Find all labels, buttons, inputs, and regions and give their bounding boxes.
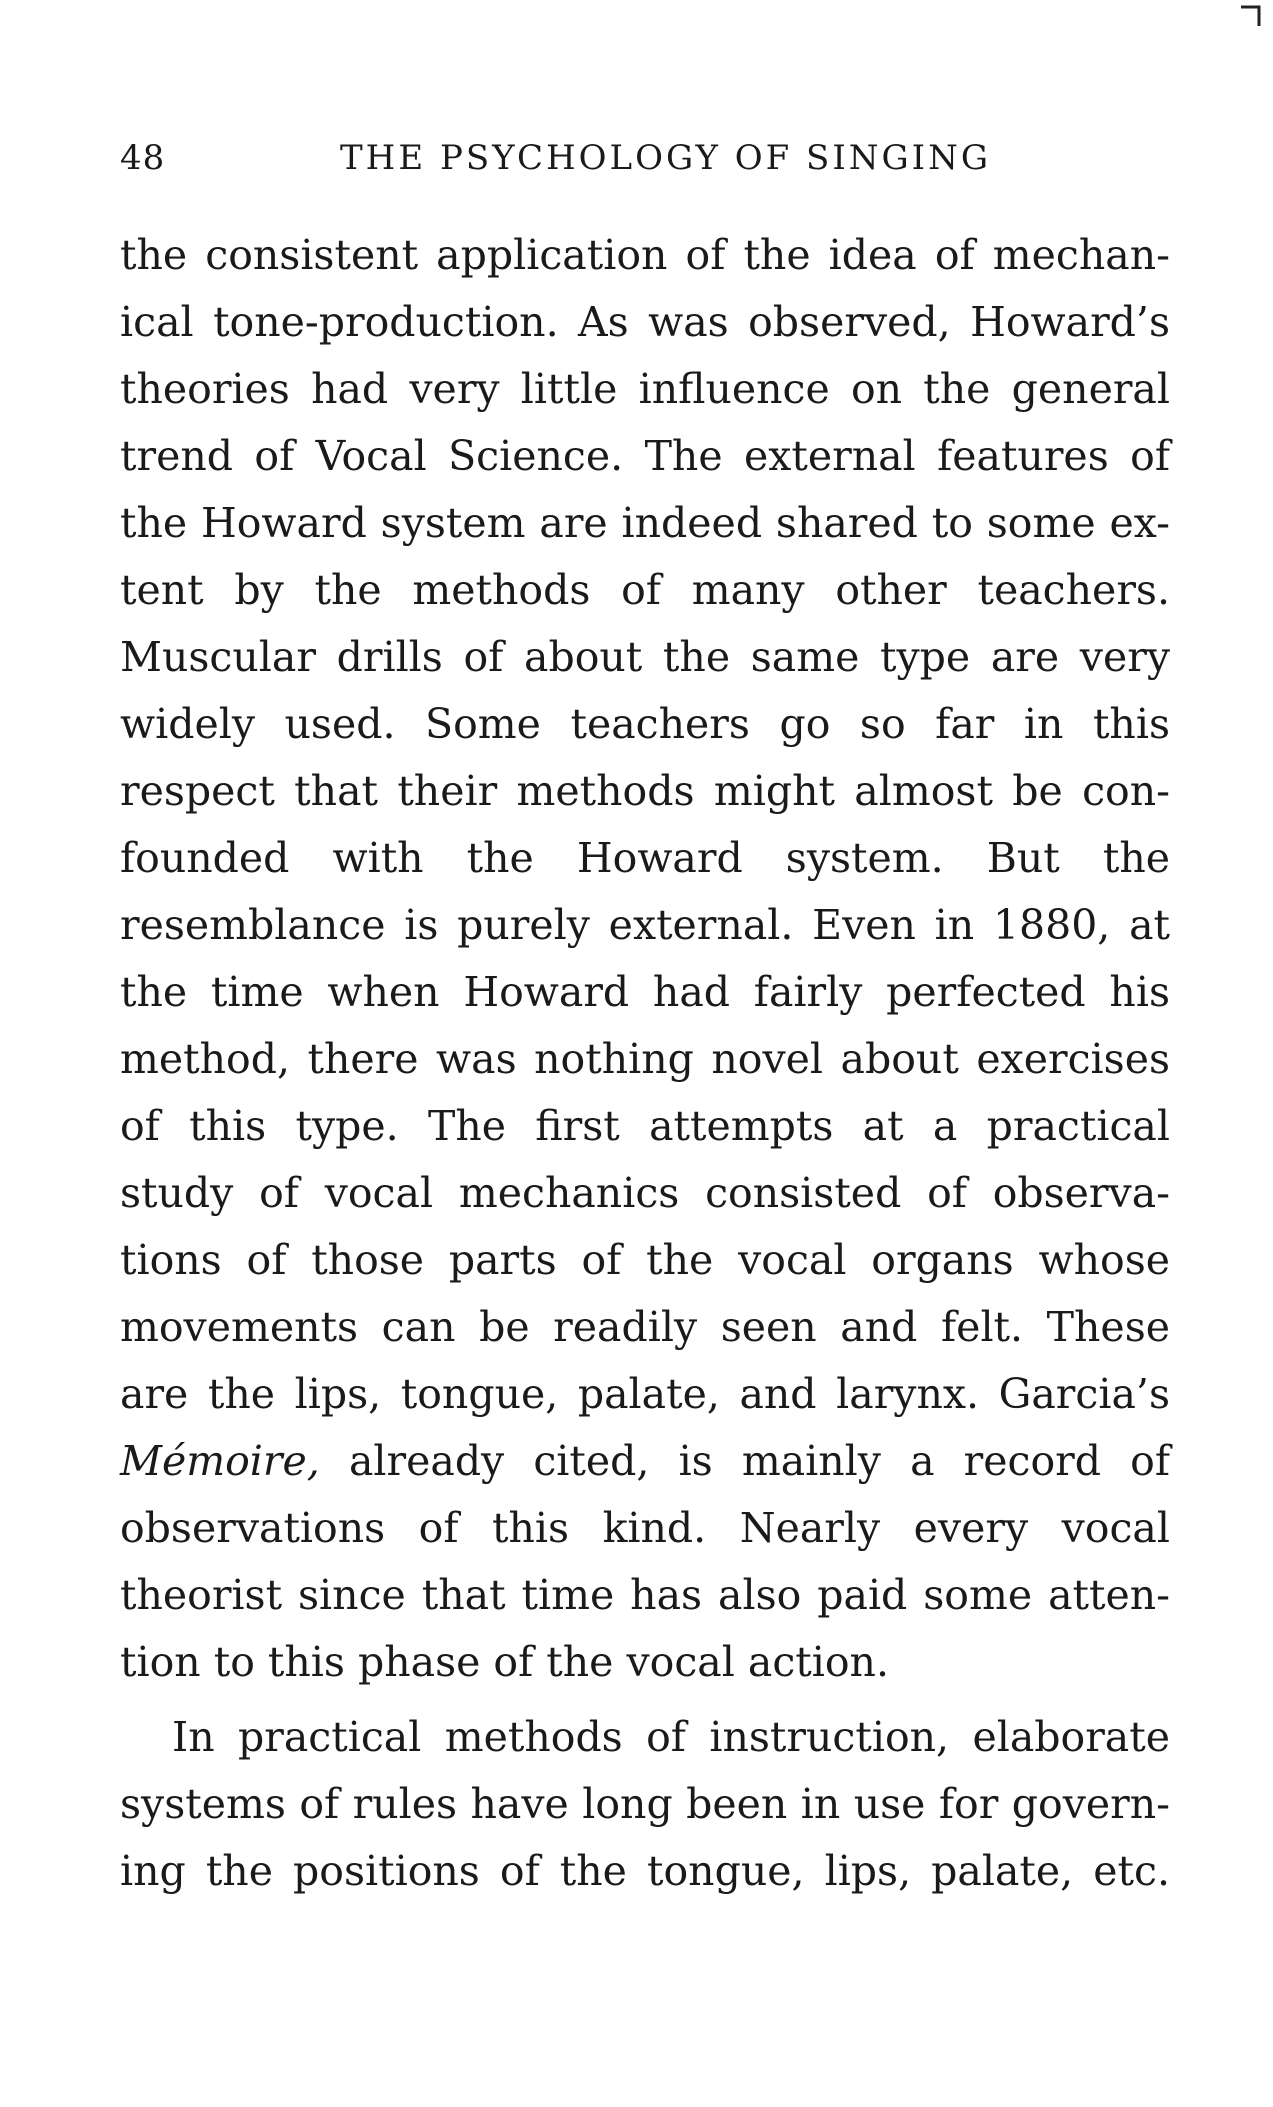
text-line: method, there was nothing novel about exercises — [120, 1035, 1170, 1083]
text-line: Muscular drills of about the same type are very — [120, 633, 1170, 681]
text-line: the Howard system are indeed shared to some ex- — [120, 499, 1170, 547]
text-line: tent by the methods of many other teachers. — [120, 566, 1170, 614]
memoire-title: Mémoire, — [120, 1437, 320, 1485]
corner-mark-icon — [1239, 4, 1265, 30]
text-line: founded with the Howard system. But the — [120, 834, 1170, 882]
paragraph-2 — [120, 1704, 1170, 1905]
text-line: the time when Howard had fairly perfected his — [120, 968, 1170, 1016]
running-head — [120, 138, 1170, 188]
page-number: 48 — [120, 138, 166, 178]
text-line: tions of those parts of the vocal organs whose — [120, 1236, 1170, 1284]
text-line: trend of Vocal Science. The external features of — [120, 432, 1170, 480]
running-title: THE PSYCHOLOGY OF SINGING — [340, 138, 992, 178]
text-line: In practical methods of instruction, elaborate — [172, 1713, 1170, 1761]
text-line: ical tone-production. As was observed, Howard’s — [120, 298, 1170, 346]
text-line: systems of rules have long been in use for govern- — [120, 1780, 1170, 1828]
text-line: tion to this phase of the vocal action. — [120, 1638, 889, 1686]
text-line: ing the positions of the tongue, lips, palate, etc. — [120, 1847, 1170, 1895]
text-line: of this type. The first attempts at a practical — [120, 1102, 1170, 1150]
body-text — [120, 222, 1170, 1905]
text-line: resemblance is purely external. Even in 1880, at — [120, 901, 1170, 949]
text-line: movements can be readily seen and felt. These — [120, 1303, 1170, 1351]
text-line: respect that their methods might almost be con- — [120, 767, 1170, 815]
paragraph-gap — [120, 1696, 1170, 1704]
paragraph-1 — [120, 222, 1170, 1696]
text-line: widely used. Some teachers go so far in this — [120, 700, 1170, 748]
text-line — [120, 1428, 1170, 1495]
text-line: are the lips, tongue, palate, and larynx. Garcia’s — [120, 1370, 1170, 1418]
text-line: the consistent application of the idea of mechan- — [120, 231, 1170, 279]
text-line-rest: already cited, is mainly a record of — [319, 1437, 1170, 1485]
text-line: observations of this kind. Nearly every vocal — [120, 1504, 1170, 1552]
text-line: theorist since that time has also paid some atten- — [120, 1571, 1170, 1619]
text-line: theories had very little influence on the general — [120, 365, 1170, 413]
text-line: study of vocal mechanics consisted of observa- — [120, 1169, 1170, 1217]
